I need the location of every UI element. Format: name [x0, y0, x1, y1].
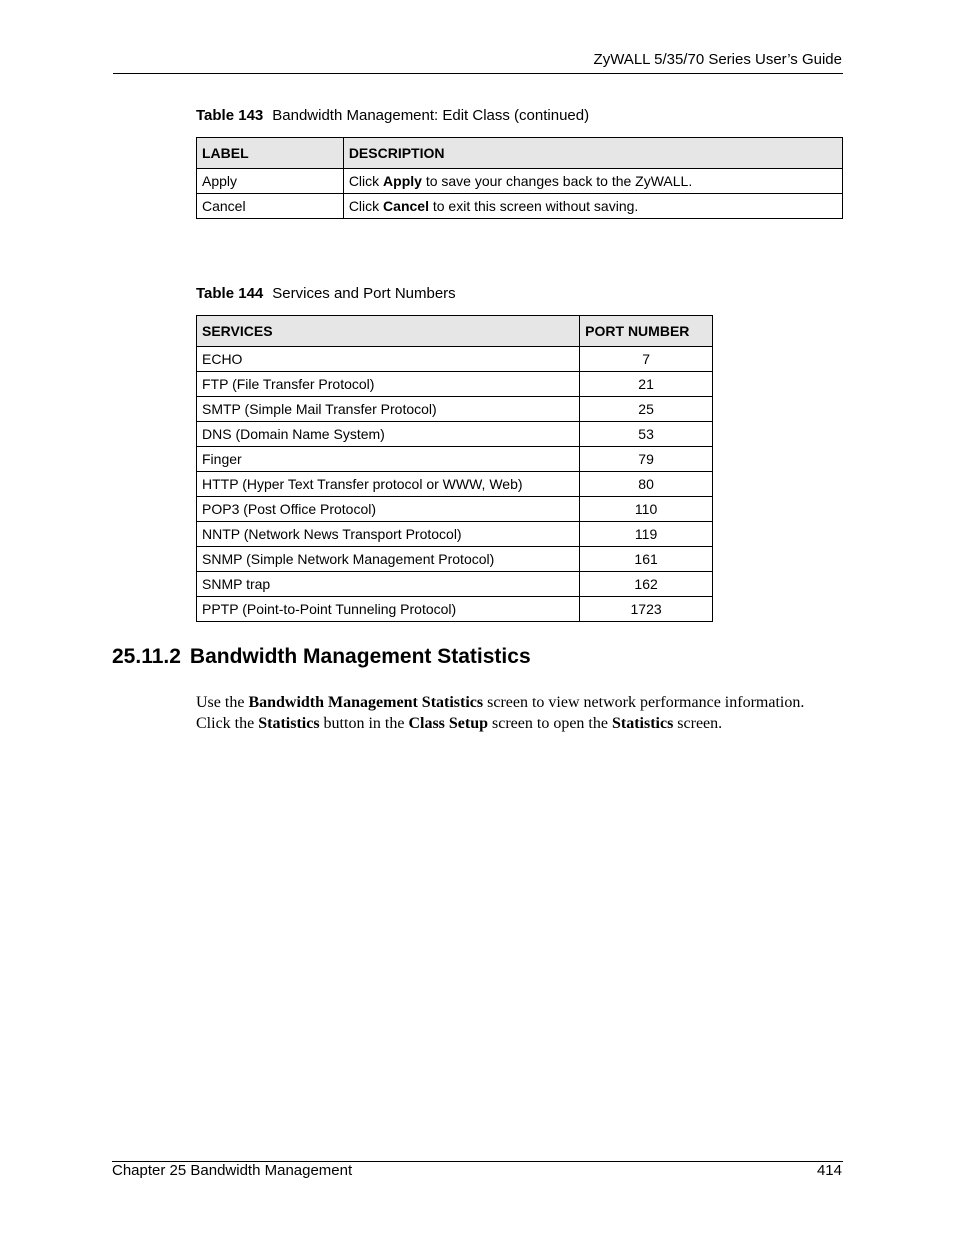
port-number: 79 — [580, 447, 713, 472]
table-row — [197, 447, 713, 472]
table-144-title: Services and Port Numbers — [272, 285, 456, 302]
table-row — [197, 522, 713, 547]
table-row — [197, 547, 713, 572]
table-143-title: Bandwidth Management: Edit Class (continued) — [272, 107, 590, 124]
section-number: 25.11.2 — [112, 645, 181, 668]
para-bold: Bandwidth Management Statistics — [248, 694, 484, 711]
desc-text: to save your changes back to the ZyWALL. — [421, 173, 693, 189]
port-number: 1723 — [580, 597, 713, 622]
port-number: 53 — [580, 422, 713, 447]
column-header-port-number: PORT NUMBER — [580, 316, 713, 347]
table-row — [197, 472, 713, 497]
service-name: SMTP (Simple Mail Transfer Protocol) — [197, 397, 580, 422]
port-number: 119 — [580, 522, 713, 547]
service-name: NNTP (Network News Transport Protocol) — [197, 522, 580, 547]
section-title: Bandwidth Management Statistics — [189, 645, 531, 668]
table-144-caption — [196, 285, 456, 302]
footer-chapter: Chapter 25 Bandwidth Management — [112, 1162, 353, 1179]
column-header-services: SERVICES — [197, 316, 580, 347]
para-bold: Class Setup — [408, 715, 489, 732]
service-name: SNMP trap — [197, 572, 580, 597]
table-row — [197, 597, 713, 622]
table-header-row — [197, 138, 843, 169]
port-number: 162 — [580, 572, 713, 597]
table-row — [197, 572, 713, 597]
port-number: 7 — [580, 347, 713, 372]
desc-bold: Cancel — [383, 198, 429, 214]
service-name: ECHO — [197, 347, 580, 372]
table-row — [197, 347, 713, 372]
table-143 — [196, 137, 843, 219]
column-header-description: DESCRIPTION — [343, 138, 842, 169]
desc-bold: Apply — [383, 173, 422, 189]
row-description — [343, 194, 842, 219]
service-name: FTP (File Transfer Protocol) — [197, 372, 580, 397]
port-number: 21 — [580, 372, 713, 397]
service-name: DNS (Domain Name System) — [197, 422, 580, 447]
column-header-label: LABEL — [197, 138, 344, 169]
table-row — [197, 372, 713, 397]
service-name: PPTP (Point-to-Point Tunneling Protocol) — [197, 597, 580, 622]
table-header-row — [197, 316, 713, 347]
service-name: Finger — [197, 447, 580, 472]
row-label: Apply — [197, 169, 344, 194]
desc-text: Click — [348, 173, 384, 189]
body-paragraph — [196, 692, 808, 734]
port-number: 110 — [580, 497, 713, 522]
service-name: POP3 (Post Office Protocol) — [197, 497, 580, 522]
para-text: button in the — [319, 715, 409, 732]
row-description — [343, 169, 842, 194]
row-label: Cancel — [197, 194, 344, 219]
running-header: ZyWALL 5/35/70 Series User’s Guide — [593, 51, 842, 68]
para-text: Use the — [196, 694, 249, 711]
para-bold: Statistics — [611, 715, 674, 732]
table-144-number: Table 144 — [196, 285, 264, 302]
para-text: screen. — [673, 715, 723, 732]
page-number: 414 — [816, 1162, 842, 1179]
para-text: screen to open the — [488, 715, 612, 732]
table-144 — [196, 315, 713, 622]
para-bold: Statistics — [258, 715, 320, 732]
table-row — [197, 497, 713, 522]
desc-text: Click — [348, 198, 384, 214]
para-text: screen to view network performance information. Click the — [196, 694, 805, 732]
table-row — [197, 169, 843, 194]
service-name: SNMP (Simple Network Management Protocol) — [197, 547, 580, 572]
table-row — [197, 397, 713, 422]
table-row — [197, 422, 713, 447]
table-143-number: Table 143 — [196, 107, 264, 124]
port-number: 161 — [580, 547, 713, 572]
header-rule — [113, 73, 843, 74]
service-name: HTTP (Hyper Text Transfer protocol or WWW, Web) — [197, 472, 580, 497]
section-heading — [112, 645, 531, 669]
port-number: 25 — [580, 397, 713, 422]
port-number: 80 — [580, 472, 713, 497]
table-143-caption — [196, 107, 589, 124]
table-row — [197, 194, 843, 219]
desc-text: to exit this screen without saving. — [428, 198, 639, 214]
